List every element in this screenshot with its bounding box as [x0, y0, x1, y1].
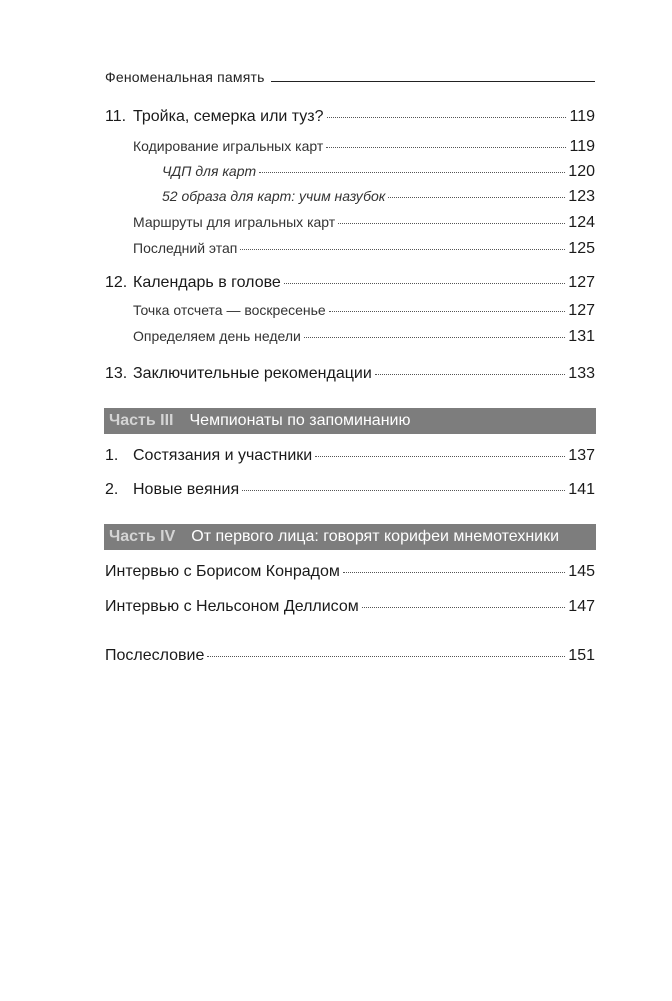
- section-title: Маршруты для игральных карт: [133, 214, 336, 230]
- page-number: 127: [568, 302, 595, 319]
- page-number: 151: [568, 647, 595, 664]
- part-3-heading[interactable]: [104, 408, 596, 434]
- page-number: 119: [569, 138, 595, 155]
- entry-title: Интервью с Нельсоном Деллисом: [105, 598, 359, 615]
- dot-leader: [240, 249, 565, 250]
- section-title: Точка отсчета — воскресенье: [133, 302, 326, 318]
- chapter-number: 2.: [105, 481, 119, 498]
- section-title: Кодирование игральных карт: [133, 138, 324, 154]
- chapter-title: Состязания и участники: [133, 447, 313, 464]
- running-head-text: Феноменальная память: [105, 69, 265, 85]
- running-head-rule: [271, 81, 595, 82]
- section-title: Определяем день недели: [133, 328, 301, 344]
- toc-part3-chapter-1[interactable]: [105, 447, 595, 465]
- chapter-title: Календарь в голове: [133, 274, 281, 291]
- toc-chapter-11[interactable]: [105, 108, 595, 126]
- part-title: Чемпионаты по запоминанию: [189, 412, 411, 429]
- page-number: 123: [568, 188, 595, 205]
- subsection-title: 52 образа для карт: учим назубок: [162, 188, 386, 204]
- page-number: 133: [568, 365, 595, 382]
- chapter-title: Тройка, семерка или туз?: [133, 108, 324, 125]
- toc-section[interactable]: [133, 328, 595, 346]
- toc-part3-chapter-2[interactable]: [105, 481, 595, 499]
- page-number: 141: [568, 481, 595, 498]
- page-number: 120: [568, 163, 595, 180]
- dot-leader: [327, 117, 567, 118]
- dot-leader: [375, 374, 566, 375]
- dot-leader: [259, 172, 565, 173]
- dot-leader: [315, 456, 565, 457]
- dot-leader: [304, 337, 565, 338]
- dot-leader: [284, 283, 565, 284]
- part-4-heading[interactable]: [104, 524, 596, 550]
- dot-leader: [207, 656, 565, 657]
- page-number: 147: [568, 598, 595, 615]
- part-title: От первого лица: говорят корифеи мнемотехники: [191, 528, 560, 545]
- page-number: 124: [568, 214, 595, 231]
- chapter-number: 12.: [105, 274, 128, 291]
- dot-leader: [326, 147, 566, 148]
- chapter-title: Заключительные рекомендации: [133, 365, 372, 382]
- page-number: 127: [568, 274, 595, 291]
- dot-leader: [329, 311, 566, 312]
- toc-subsection[interactable]: [162, 188, 595, 206]
- section-title: Последний этап: [133, 240, 238, 256]
- dot-leader: [242, 490, 565, 491]
- dot-leader: [343, 572, 565, 573]
- chapter-number: 11.: [105, 108, 127, 125]
- toc-section[interactable]: [133, 302, 595, 320]
- entry-title: Послесловие: [105, 647, 205, 664]
- toc-section[interactable]: [133, 214, 595, 232]
- toc-afterword[interactable]: [105, 647, 595, 665]
- dot-leader: [338, 223, 565, 224]
- subsection-title: ЧДП для карт: [162, 163, 257, 179]
- running-head: [105, 69, 595, 85]
- chapter-number: 1.: [105, 447, 119, 464]
- toc-subsection[interactable]: [162, 163, 595, 181]
- toc-interview-konrad[interactable]: [105, 563, 595, 581]
- dot-leader: [362, 607, 566, 608]
- part-label: Часть III: [109, 412, 174, 429]
- toc-chapter-12[interactable]: [105, 274, 595, 292]
- toc-section[interactable]: [133, 240, 595, 258]
- page-number: 137: [568, 447, 595, 464]
- page-number: 131: [568, 328, 595, 345]
- part-label: Часть IV: [109, 528, 176, 545]
- page-number: 119: [569, 108, 595, 125]
- chapter-title: Новые веяния: [133, 481, 240, 498]
- page-number: 125: [568, 240, 595, 257]
- toc-chapter-13[interactable]: [105, 365, 595, 383]
- toc-interview-dellis[interactable]: [105, 598, 595, 616]
- page-number: 145: [568, 563, 595, 580]
- dot-leader: [388, 197, 565, 198]
- chapter-number: 13.: [105, 365, 128, 382]
- toc-section[interactable]: [133, 138, 595, 156]
- entry-title: Интервью с Борисом Конрадом: [105, 563, 340, 580]
